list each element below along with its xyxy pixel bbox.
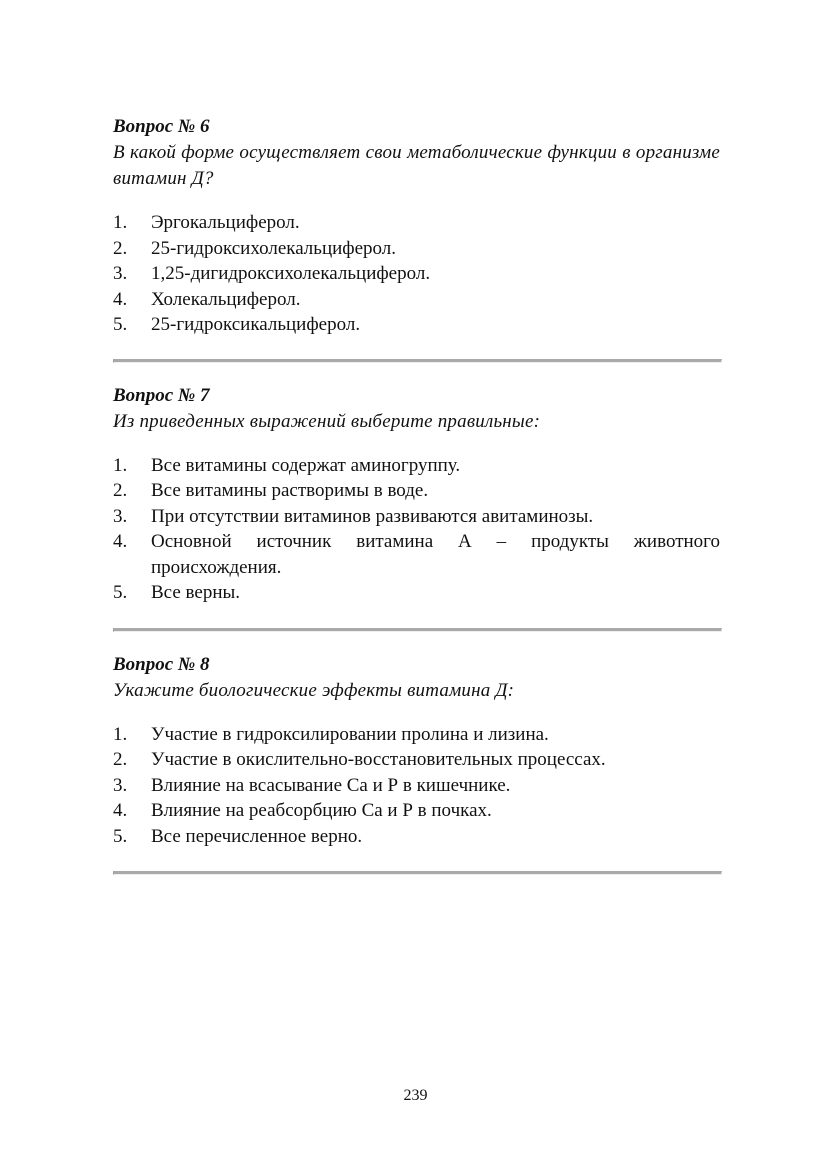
question-7 (113, 382, 720, 606)
question-prompt: В какой форме осуществляет свои метаболические функции в организме витамин Д? (113, 142, 720, 189)
answer-number: 3. (113, 774, 128, 796)
answer-text: Все витамины содержат аминогруппу. (151, 454, 461, 476)
answer-text: 1,25-дигидроксихолекальциферол. (151, 263, 431, 284)
answer-text: Влияние на всасывание Са и Р в кишечнике. (151, 774, 511, 796)
answer-text: Все верны. (151, 582, 240, 603)
answer-option (113, 773, 720, 799)
answer-number: 3. (113, 505, 128, 527)
question-8 (113, 651, 720, 850)
answer-text: Все витамины растворимы в воде. (151, 480, 429, 501)
section-divider (113, 359, 722, 363)
answer-option (113, 261, 720, 287)
answer-number: 5. (113, 314, 128, 335)
answer-option (113, 798, 720, 824)
answer-number: 2. (113, 237, 128, 259)
answer-text: 25-гидроксикальциферол. (151, 314, 361, 335)
answer-text: Все перечисленное верно. (151, 825, 363, 847)
answer-text: При отсутствии витаминов развиваются авитаминозы. (151, 505, 594, 527)
answer-text: Холекальциферол. (151, 288, 301, 310)
answer-number: 2. (113, 480, 128, 501)
answer-option (113, 453, 720, 479)
question-title: Вопрос № 6 (113, 116, 210, 137)
answer-text: Эргокальциферол. (151, 212, 300, 233)
section-divider (113, 871, 722, 875)
answer-number: 5. (113, 582, 128, 603)
answer-option (113, 747, 720, 773)
answer-text: 25-гидроксихолекальциферол. (151, 237, 397, 259)
answer-number: 3. (113, 263, 128, 284)
answer-text: Влияние на реабсорбцию Са и Р в почках. (151, 800, 492, 821)
answer-text: Участие в окислительно-восстановительных процессах. (151, 749, 606, 770)
question-prompt: Укажите биологические эффекты витамина Д: (113, 679, 515, 701)
answer-option (113, 478, 720, 504)
question-title: Вопрос № 8 (113, 653, 210, 675)
answer-number: 4. (113, 800, 128, 821)
answer-number: 1. (113, 454, 128, 476)
answer-text: Основной источник витамина А – продукты животного происхождения. (151, 531, 720, 578)
question-prompt: Из приведенных выражений выберите правильные: (113, 410, 541, 432)
answer-option (113, 287, 720, 313)
page-content (113, 113, 720, 875)
answer-number: 1. (113, 212, 128, 233)
answer-option (113, 236, 720, 262)
answer-number: 5. (113, 825, 128, 847)
answer-option (113, 722, 720, 748)
answer-option (113, 824, 720, 850)
answer-number: 2. (113, 749, 128, 770)
answer-text: Участие в гидроксилировании пролина и лизина. (151, 723, 549, 745)
answer-number: 4. (113, 531, 128, 552)
page-number: 239 (403, 1087, 428, 1104)
answer-option (113, 504, 720, 530)
answer-option (113, 312, 720, 338)
question-title: Вопрос № 7 (113, 384, 210, 406)
answer-number: 4. (113, 288, 128, 310)
answer-option (113, 529, 720, 580)
question-6 (113, 113, 720, 338)
answer-list (113, 210, 720, 338)
answer-number: 1. (113, 723, 128, 745)
answer-list (113, 453, 720, 606)
answer-option (113, 210, 720, 236)
section-divider (113, 628, 722, 632)
answer-option (113, 580, 720, 606)
answer-list (113, 722, 720, 850)
